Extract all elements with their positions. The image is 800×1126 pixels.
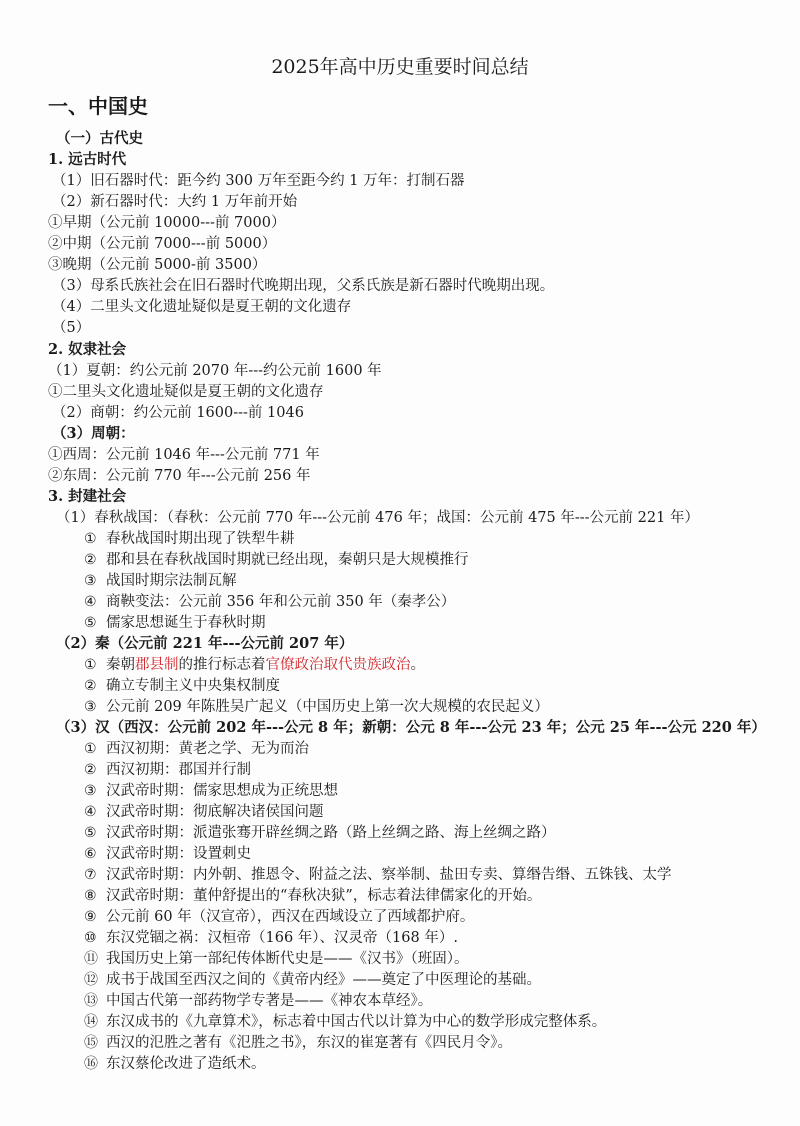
list-item: ⑤ 汉武帝时期：派遣张骞开辟丝绸之路（路上丝绸之路、海上丝绸之路） xyxy=(84,825,556,841)
item-marker: ④ xyxy=(84,594,97,610)
list-item: ⑥ 汉武帝时期：设置刺史 xyxy=(84,846,251,862)
item-marker: ⑨ xyxy=(84,909,97,925)
section-heading: 一、中国史 xyxy=(48,94,148,118)
item-marker: ⑤ xyxy=(84,825,97,841)
list-item: ⑮ 西汉的氾胜之著有《氾胜之书》，东汉的崔寔著有《四民月令》。 xyxy=(84,1035,512,1051)
list-item: ⑤ 儒家思想诞生于春秋时期 xyxy=(84,615,266,631)
list-item: ③ 公元前 209 年陈胜吴广起义（中国历史上第一次大规模的农民起义） xyxy=(84,699,549,715)
list-item: ②中期（公元前 7000---前 5000） xyxy=(48,236,277,252)
item-marker: ③ xyxy=(84,699,97,715)
list-item: （3）母系氏族社会在旧石器时代晚期出现，父系氏族是新石器时代晚期出现。 xyxy=(52,278,555,294)
list-item: ③ 战国时期宗法制瓦解 xyxy=(84,573,237,589)
highlight-text: 郡县制 xyxy=(135,657,179,673)
item-marker: ② xyxy=(84,678,97,694)
list-item: ③晚期（公元前 5000-前 3500） xyxy=(48,257,267,273)
item-marker: ⑬ xyxy=(84,993,98,1009)
list-item: ②东周：公元前 770 年---公元前 256 年 xyxy=(48,468,311,484)
list-item: ⑬ 中国古代第一部药物学专著是——《神农本草经》。 xyxy=(84,993,433,1009)
list-item: （2）商朝：约公元前 1600---前 1046 xyxy=(52,405,304,421)
item-marker: ⑯ xyxy=(84,1056,98,1072)
list-item: ⑪ 我国历史上第一部纪传体断代史是——《汉书》（班固）。 xyxy=(84,951,469,967)
item-marker: ⑥ xyxy=(84,846,97,862)
item-marker: ⑤ xyxy=(84,615,97,631)
list-item: （2）新石器时代：大约 1 万年前开始 xyxy=(52,194,298,210)
list-item: ⑦ 汉武帝时期：内外朝、推恩令、附益之法、察举制、盐田专卖、算缗告缗、五铢钱、太学 xyxy=(84,867,672,883)
list-item: ① 西汉初期：黄老之学、无为而治 xyxy=(84,741,309,757)
item-marker: ⑩ xyxy=(84,930,97,946)
list-item: ⑭ 东汉成书的《九章算术》，标志着中国古代以计算为中心的数学形成完整体系。 xyxy=(84,1014,607,1030)
heading-slave-society: 2. 奴隶社会 xyxy=(48,341,127,358)
item-marker: ① xyxy=(84,531,97,547)
list-item: （1）春秋战国：（春秋：公元前 770 年---公元前 476 年；战国：公元前 475 年---公元前 221 年） xyxy=(56,510,699,526)
list-item: ② 确立专制主义中央集权制度 xyxy=(84,678,280,694)
item-marker: ⑫ xyxy=(84,972,98,988)
list-item: ① 秦朝郡县制的推行标志着官僚政治取代贵族政治。 xyxy=(84,657,425,673)
list-item: ①早期（公元前 10000---前 7000） xyxy=(48,215,286,231)
highlight-text: 官僚政治取代贵族政治 xyxy=(265,657,411,673)
item-marker: ⑦ xyxy=(84,867,97,883)
list-item: （1）夏朝：约公元前 2070 年---约公元前 1600 年 xyxy=(48,363,382,379)
item-marker: ⑪ xyxy=(84,951,98,967)
heading-qin: （2）秦（公元前 221 年---公元前 207 年） xyxy=(56,635,354,652)
list-item: ② 郡和县在春秋战国时期就已经出现，秦朝只是大规模推行 xyxy=(84,552,469,568)
item-marker: ④ xyxy=(84,804,97,820)
heading-han: （3）汉（西汉：公元前 202 年---公元 8 年；新朝：公元 8 年---公元 23 年；公元 25 年---公元 220 年） xyxy=(56,719,766,736)
list-item: ⑯ 东汉蔡伦改进了造纸术。 xyxy=(84,1056,266,1072)
list-item: ⑨ 公元前 60 年（汉宣帝），西汉在西域设立了西域都护府。 xyxy=(84,909,475,925)
document-title: 2025年高中历史重要时间总结 xyxy=(271,56,529,78)
item-marker: ③ xyxy=(84,573,97,589)
item-marker: ⑧ xyxy=(84,888,97,904)
list-item: ⑩ 东汉党锢之祸：汉桓帝（166 年）、汉灵帝（168 年）. xyxy=(84,930,458,946)
list-item: （1）旧石器时代：距今约 300 万年至距今约 1 万年：打制石器 xyxy=(52,173,465,189)
list-item: （3）周朝： xyxy=(52,425,135,442)
list-item: ③ 汉武帝时期：儒家思想成为正统思想 xyxy=(84,783,338,799)
list-item: ⑫ 成书于战国至西汉之间的《黄帝内经》——奠定了中医理论的基础。 xyxy=(84,972,541,988)
item-marker: ① xyxy=(84,741,97,757)
heading-remote-era: 1. 远古时代 xyxy=(48,151,127,168)
list-item: ①二里头文化遗址疑似是夏王朝的文化遗存 xyxy=(48,384,324,400)
list-item: ④ 商鞅变法：公元前 356 年和公元前 350 年（秦孝公） xyxy=(84,594,456,610)
item-marker: ② xyxy=(84,552,97,568)
list-item: （5） xyxy=(52,320,91,336)
list-item: ④ 汉武帝时期：彻底解决诸侯国问题 xyxy=(84,804,324,820)
item-marker: ⑮ xyxy=(84,1035,98,1051)
item-marker: ② xyxy=(84,762,97,778)
list-item: ② 西汉初期：郡国并行制 xyxy=(84,762,251,778)
subsection-ancient: （一）古代史 xyxy=(56,130,143,147)
item-marker: ① xyxy=(84,657,97,673)
list-item: ① 春秋战国时期出现了铁犁牛耕 xyxy=(84,531,295,547)
list-item: ⑧ 汉武帝时期：董仲舒提出的“春秋决狱”，标志着法律儒家化的开始。 xyxy=(84,888,542,904)
item-marker: ③ xyxy=(84,783,97,799)
list-item: ①西周：公元前 1046 年---公元前 771 年 xyxy=(48,447,320,463)
heading-feudal-society: 3. 封建社会 xyxy=(48,488,127,505)
item-marker: ⑭ xyxy=(84,1014,98,1030)
list-item: （4）二里头文化遗址疑似是夏王朝的文化遗存 xyxy=(52,299,352,315)
